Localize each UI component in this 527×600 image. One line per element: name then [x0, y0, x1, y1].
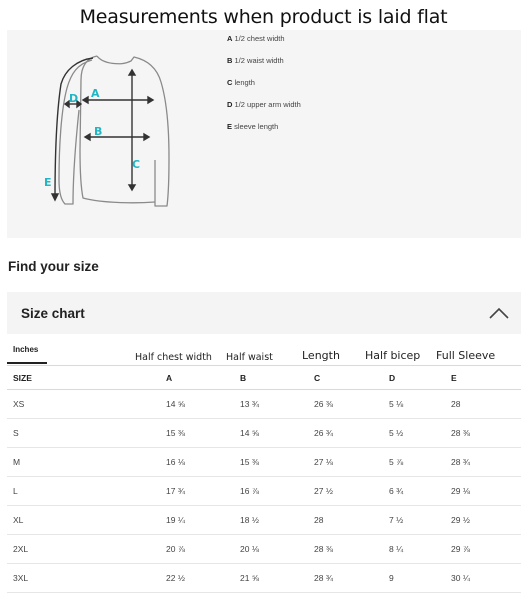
measurement-cell: 29 ⅛ — [451, 486, 470, 496]
table-row — [7, 564, 521, 593]
measurement-cell: 21 ⅝ — [240, 573, 259, 583]
measurement-cell: 20 ⅞ — [166, 544, 185, 554]
table-row — [7, 390, 521, 419]
size-cell: S — [13, 428, 19, 438]
measurement-cell: 26 ⅜ — [314, 399, 333, 409]
measurement-cell: 26 ¾ — [314, 428, 333, 438]
find-your-size-heading: Find your size — [8, 259, 99, 274]
table-row — [7, 506, 521, 535]
measurement-cell: 14 ⅝ — [166, 399, 185, 409]
measurement-cell: 15 ⅜ — [240, 457, 259, 467]
measurement-diagram-panel — [7, 30, 521, 238]
measurement-cell: 14 ⅝ — [240, 428, 259, 438]
measurement-cell: 20 ⅛ — [240, 544, 259, 554]
shirt-diagram — [7, 30, 227, 238]
measurement-cell: 30 ¼ — [451, 573, 470, 583]
measurement-cell: 15 ⅜ — [166, 428, 185, 438]
measurement-cell: 28 ⅜ — [451, 428, 470, 438]
table-row — [7, 477, 521, 506]
label-b: B — [94, 125, 103, 138]
size-chart-title: Size chart — [21, 305, 85, 321]
measurement-cell: 13 ¾ — [240, 399, 259, 409]
measurement-cell: 6 ¾ — [389, 486, 404, 496]
size-table — [7, 365, 521, 593]
measurement-cell: 28 ¾ — [451, 457, 470, 467]
size-cell: XS — [13, 399, 25, 409]
measurement-cell: 5 ½ — [389, 428, 404, 438]
shirt-outline — [59, 56, 169, 206]
page-title: Measurements when product is laid flat — [79, 6, 448, 28]
label-e: E — [44, 176, 52, 189]
header-cell: C — [314, 372, 321, 383]
size-cell: 2XL — [13, 544, 29, 554]
header-cell: D — [389, 372, 396, 383]
measurement-cell: 29 ⅞ — [451, 544, 470, 554]
measurement-cell: 5 ⅛ — [389, 399, 404, 409]
legend-item: B 1/2 waist width — [227, 56, 284, 65]
measurement-cell: 8 ¼ — [389, 544, 404, 554]
chevron-up-icon[interactable] — [489, 307, 509, 319]
size-cell: XL — [13, 515, 24, 525]
header-cell: A — [166, 372, 173, 383]
size-cell: 3XL — [13, 573, 29, 583]
measurement-cell: 16 ⅞ — [240, 486, 259, 496]
table-row — [7, 448, 521, 477]
measurement-cell: 19 ¼ — [166, 515, 185, 525]
column-name-half-bicep: Half bicep — [365, 349, 421, 362]
measurement-cell: 27 ½ — [314, 486, 333, 496]
header-cell: SIZE — [13, 372, 32, 383]
legend-item: D 1/2 upper arm width — [227, 100, 301, 109]
measurement-cell: 27 ⅛ — [314, 457, 333, 467]
size-chart-toggle[interactable] — [7, 292, 521, 334]
table-header-row — [7, 365, 521, 390]
table-row — [7, 419, 521, 448]
header-cell: E — [451, 372, 457, 383]
measurement-cell: 16 ⅛ — [166, 457, 185, 467]
size-cell: M — [13, 457, 21, 467]
measurement-cell: 7 ½ — [389, 515, 404, 525]
measurement-cell: 18 ½ — [240, 515, 259, 525]
column-name-half-chest: Half chest width — [135, 352, 212, 363]
legend-item: A 1/2 chest width — [227, 34, 285, 43]
column-name-full-sleeve: Full Sleeve — [436, 349, 496, 362]
legend-item: E sleeve length — [227, 122, 279, 131]
table-row — [7, 535, 521, 564]
measurement-cell: 17 ¾ — [166, 486, 185, 496]
measurement-cell: 9 — [389, 573, 394, 583]
measurement-legend — [227, 34, 301, 144]
measurement-cell: 5 ⅞ — [389, 457, 404, 467]
column-name-length: Length — [302, 349, 340, 362]
measurement-cell: 22 ½ — [166, 573, 185, 583]
measurement-cell: 28 — [314, 515, 324, 525]
size-cell: L — [13, 486, 18, 496]
column-name-half-waist: Half waist — [226, 352, 273, 363]
measurement-arrows — [52, 58, 153, 200]
tab-inches[interactable]: Inches — [7, 340, 47, 364]
label-d: D — [69, 92, 79, 105]
measurement-cell: 28 ⅜ — [314, 544, 333, 554]
measurement-cell: 29 ½ — [451, 515, 470, 525]
label-a: A — [91, 87, 100, 100]
label-c: C — [132, 158, 141, 171]
legend-item: C length — [227, 78, 255, 87]
header-cell: B — [240, 372, 247, 383]
measurement-cell: 28 ¾ — [314, 573, 333, 583]
measurement-cell: 28 — [451, 399, 461, 409]
